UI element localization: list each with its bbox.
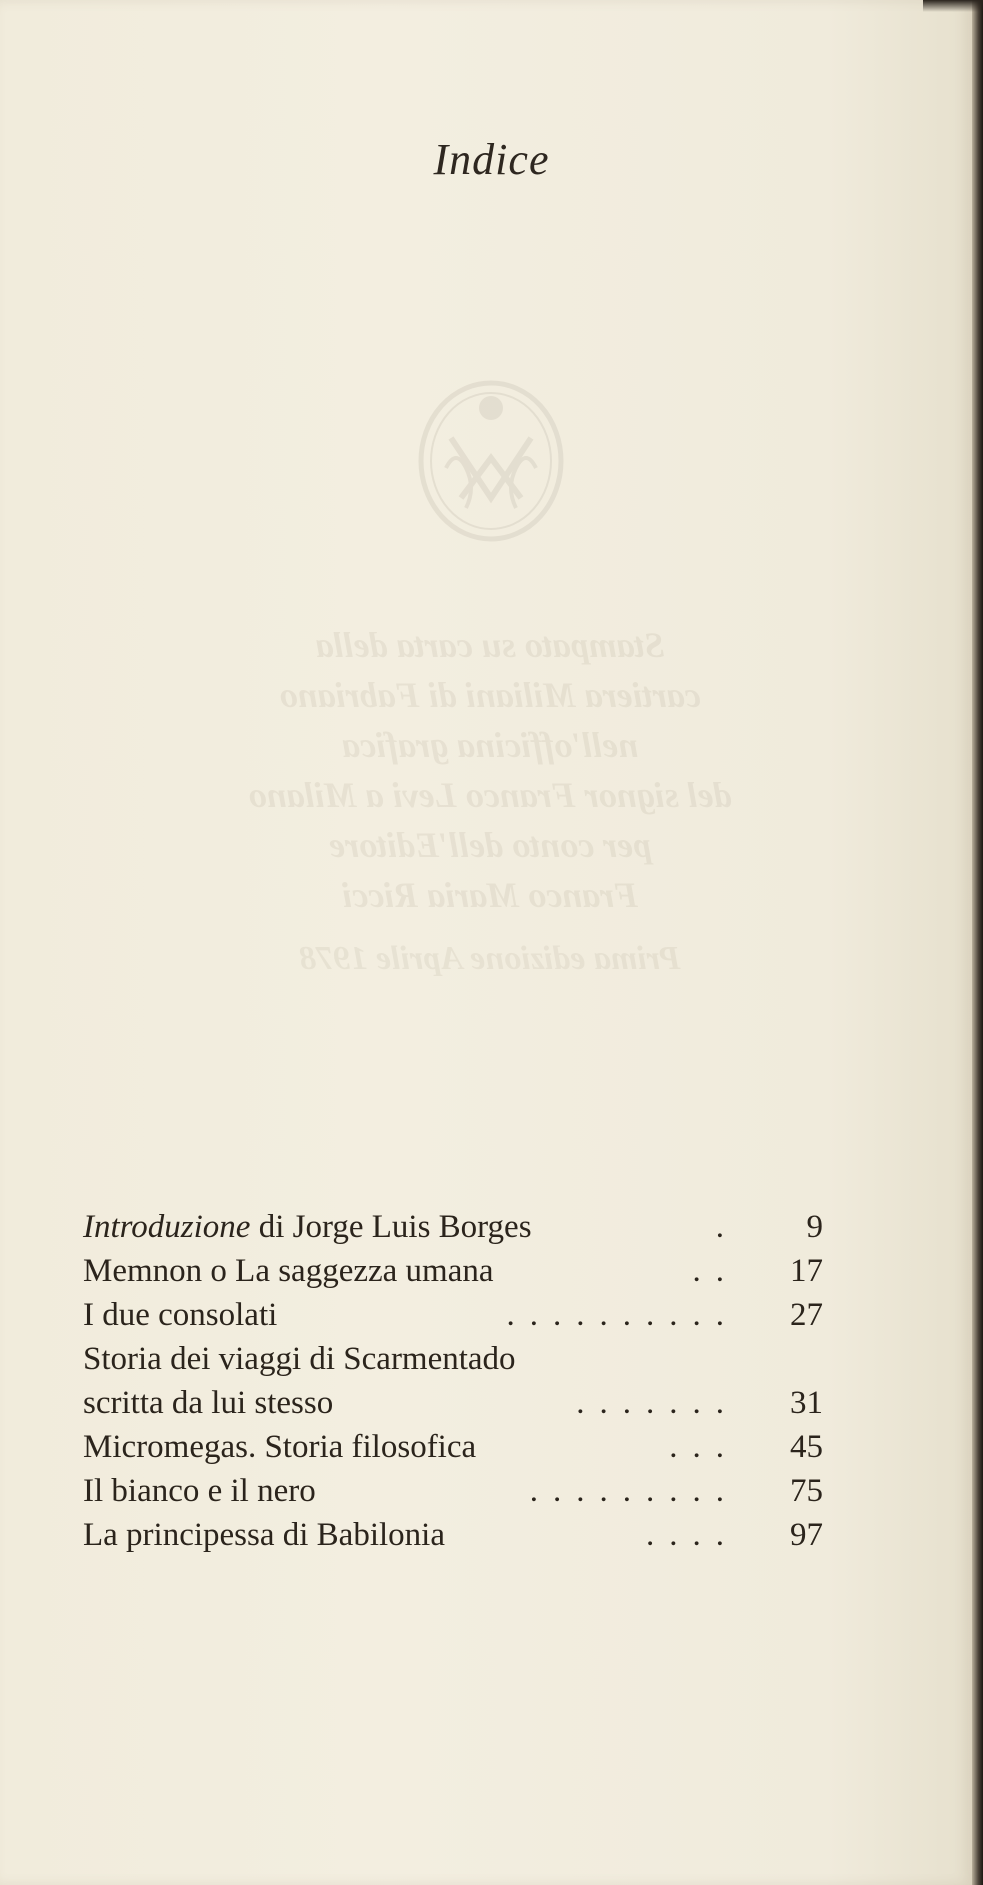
toc-entry-title: Storia dei viaggi di Scarmentado: [83, 1341, 516, 1377]
toc-leader-dots: .......: [576, 1385, 739, 1421]
colophon-line: nell'officina grafica: [341, 725, 639, 765]
toc-entry-title: Il bianco e il nero: [83, 1473, 316, 1509]
toc-leader-dots: ....: [646, 1517, 739, 1553]
page-corner-shadow: [923, 0, 983, 12]
colophon-bleedthrough: [140, 620, 840, 920]
toc-entry-bianco-nero[interactable]: [83, 1469, 823, 1513]
edition-bleedthrough: Prima edizione Aprile 1978: [299, 940, 681, 977]
toc-entry-title: I due consolati: [83, 1297, 278, 1333]
page-heading: Indice: [433, 135, 550, 184]
toc-page-number: 97: [790, 1517, 823, 1553]
toc-entry-micromegas[interactable]: [83, 1425, 823, 1469]
toc-page-number: 17: [790, 1253, 823, 1289]
toc-entry-memnon[interactable]: [83, 1249, 823, 1293]
toc-entry-scarmentado-line1[interactable]: [83, 1337, 823, 1381]
toc-entry-due-consolati[interactable]: [83, 1293, 823, 1337]
toc-leader-dots: ..: [692, 1253, 739, 1289]
toc-entry-principessa[interactable]: [83, 1513, 823, 1557]
toc-entry-title: [83, 1205, 532, 1249]
publisher-seal-bleedthrough: [416, 378, 566, 544]
toc-entry-title: La principessa di Babilonia: [83, 1517, 445, 1553]
colophon-line: per conto dell'Editore: [329, 825, 651, 865]
toc-leader-dots: ..........: [506, 1297, 739, 1333]
page-edge-shadow: [972, 0, 983, 1885]
table-of-contents: [83, 1205, 823, 1557]
toc-entry-scarmentado-line2[interactable]: [83, 1381, 823, 1425]
toc-entry-title-text: di Jorge Luis Borges: [258, 1209, 532, 1245]
colophon-line: cartiera Miliani di Fabriano: [279, 675, 701, 715]
toc-leader-dots: ...: [669, 1429, 739, 1465]
toc-entry-title: scritta da lui stesso: [83, 1385, 334, 1421]
toc-page-number: 31: [790, 1385, 823, 1421]
colophon-line: del signor Franco Levi a Milano: [248, 775, 732, 815]
toc-entry-title-italic: Introduzione: [83, 1209, 251, 1245]
toc-entry-title: Micromegas. Storia filosofica: [83, 1429, 477, 1465]
toc-entry-introduzione[interactable]: [83, 1205, 823, 1249]
toc-entry-title: Memnon o La saggezza umana: [83, 1253, 494, 1289]
toc-leader-dots: .........: [529, 1473, 739, 1509]
colophon-line: Franco Maria Ricci: [342, 875, 639, 915]
toc-leader-dots: .: [715, 1209, 739, 1245]
colophon-line: Stampato su carta della: [315, 625, 665, 665]
toc-page-number: 75: [790, 1473, 823, 1509]
toc-page-number: 45: [790, 1429, 823, 1465]
toc-page-number: 27: [790, 1297, 823, 1333]
toc-page-number: 9: [806, 1209, 823, 1245]
